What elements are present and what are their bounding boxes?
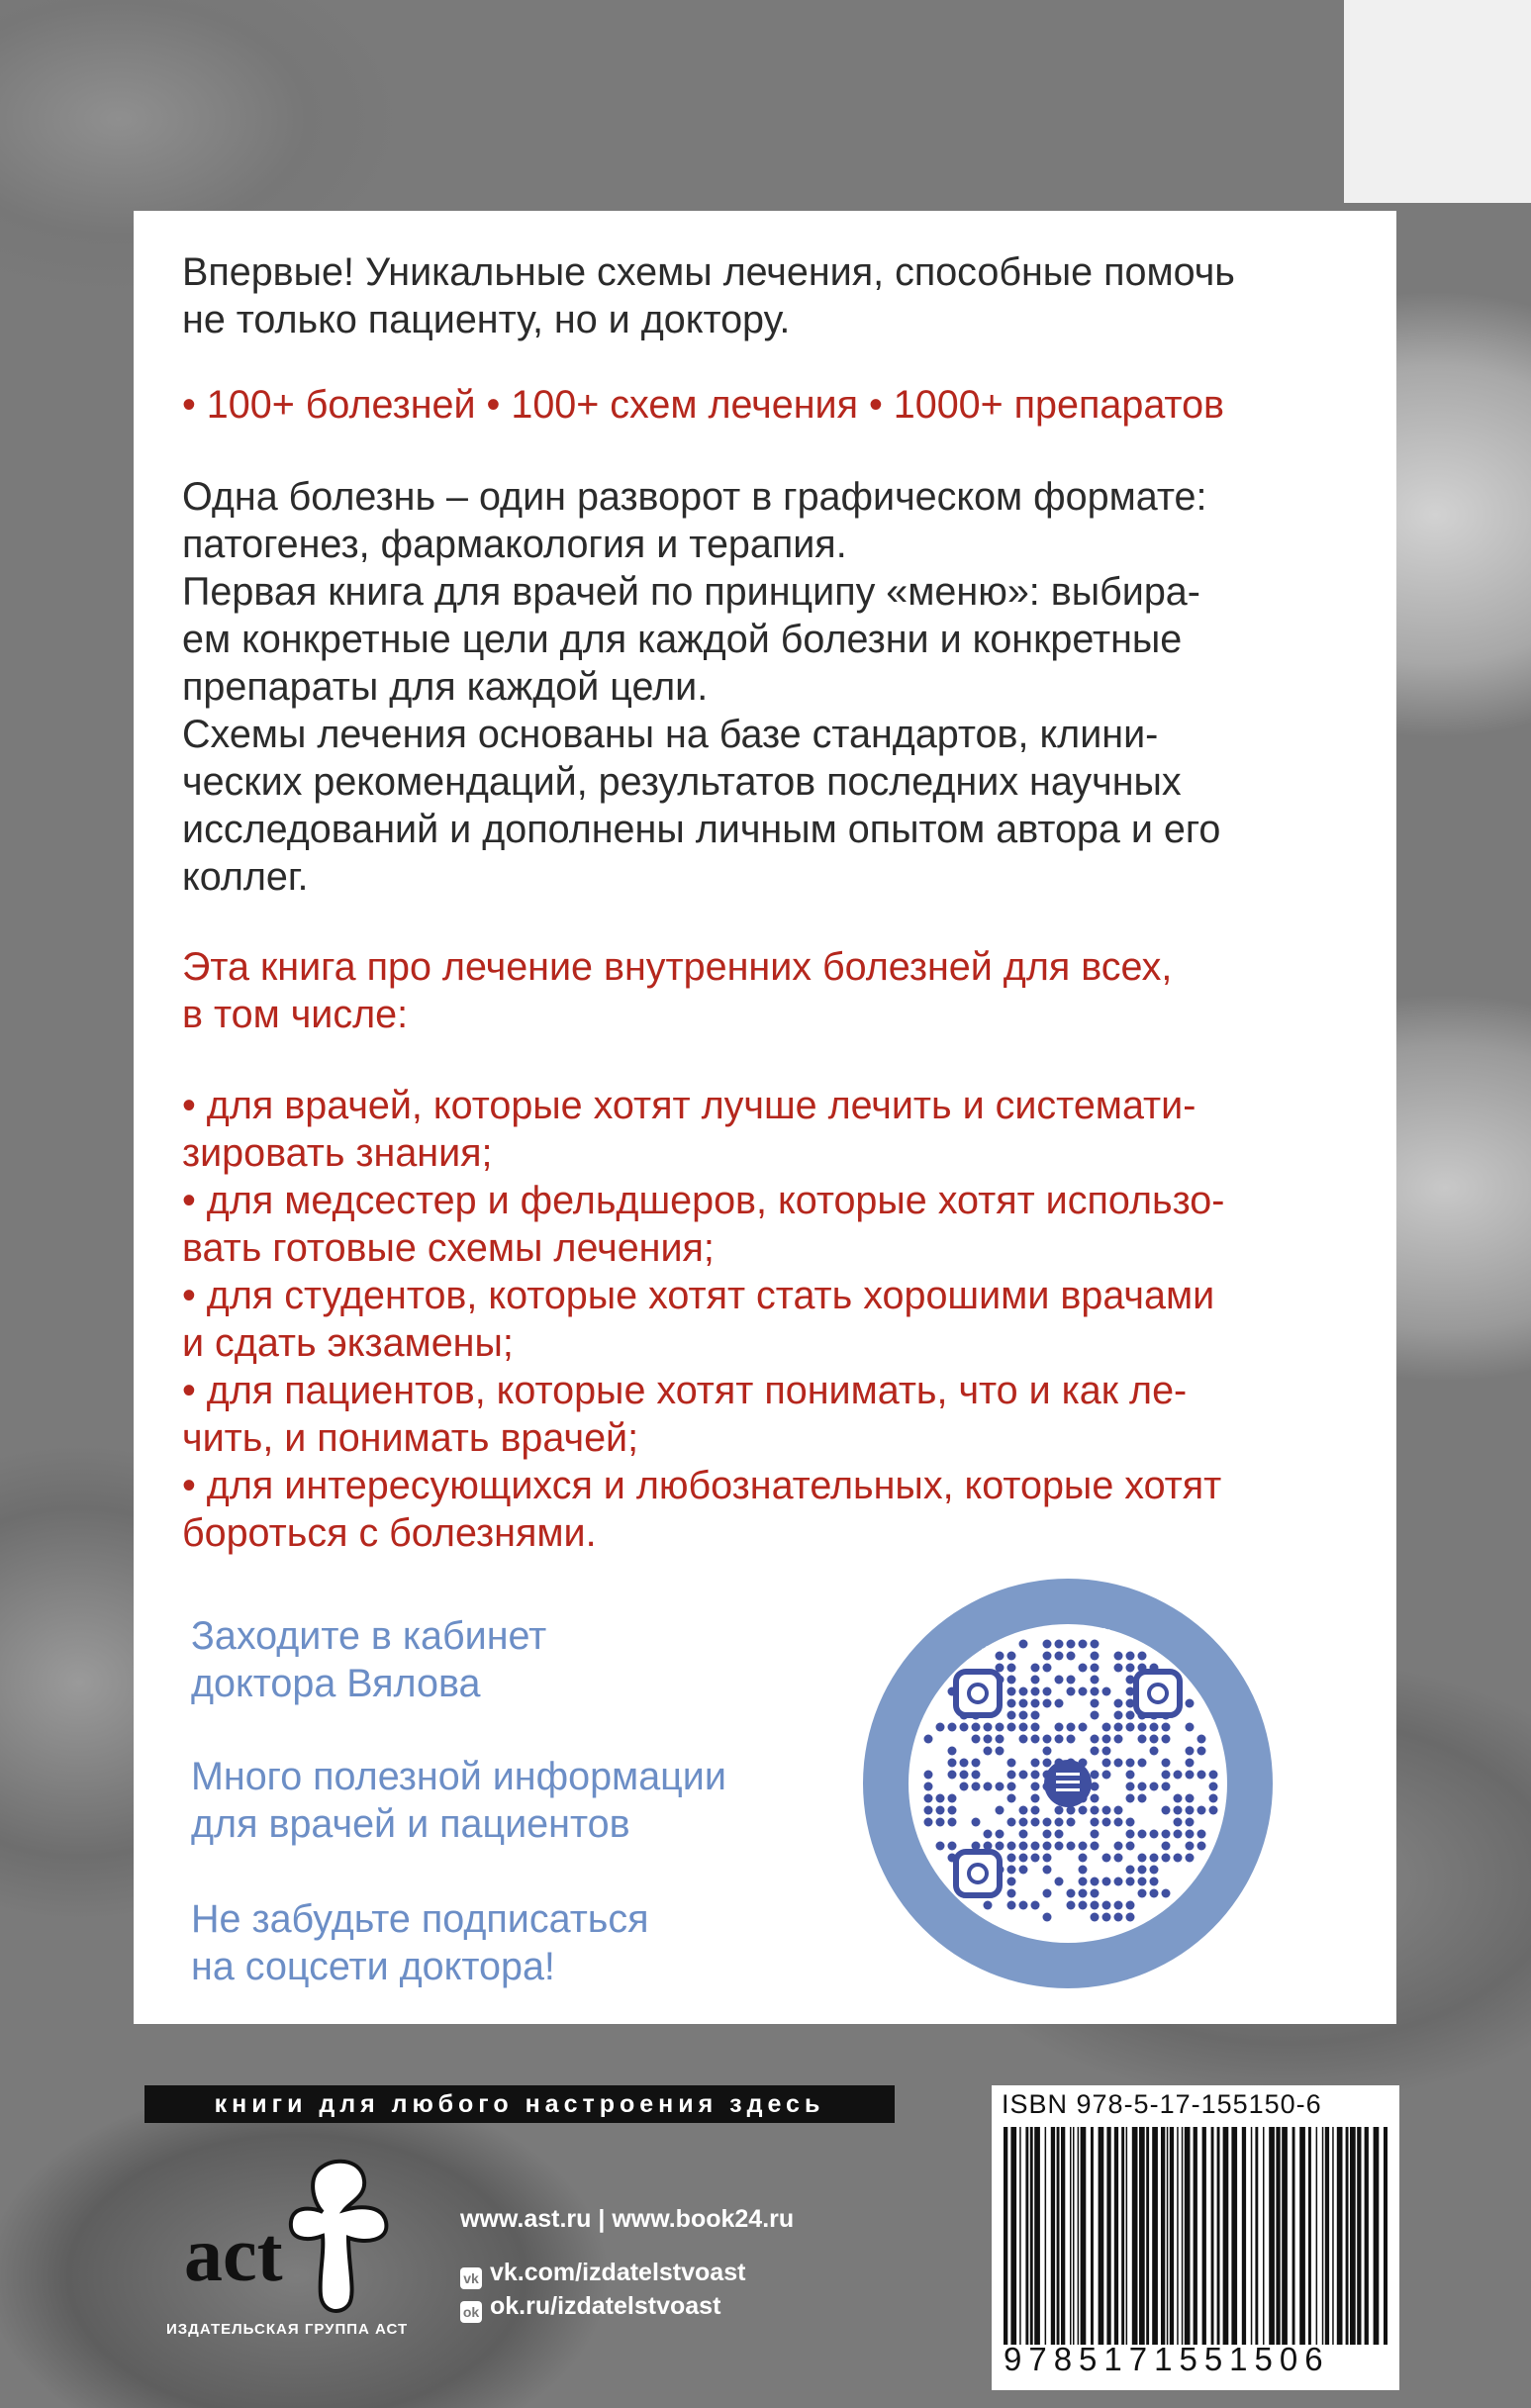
audience-item-2a: • для медсестер и фельдшеров, которые хотят использо- (182, 1179, 1225, 1222)
ok-icon: ok (460, 2301, 482, 2323)
desc-line-4: ем конкретные цели для каждой болезни и конкретные (182, 618, 1183, 661)
audience-item-4b: чить, и понимать врачей; (182, 1416, 639, 1460)
promo-1-line-2: доктора Вялова (191, 1662, 481, 1705)
vk-link-text: vk.com/izdatelstvoast (490, 2259, 746, 2286)
barcode-digits: 9785171551506 (1004, 2341, 1330, 2377)
isbn-barcode-box (992, 2085, 1399, 2390)
desc-line-6: Схемы лечения основаны на базе стандартов, клини- (182, 713, 1159, 756)
promo-3-line-1: Не забудьте подписаться (191, 1897, 649, 1941)
audience-intro-2: в том числе: (182, 993, 409, 1036)
desc-line-3: Первая книга для врачей по принципу «меню»: выбира- (182, 570, 1200, 614)
audience-item-4a: • для пациентов, которые хотят понимать, что и как ле- (182, 1369, 1188, 1412)
vk-link[interactable] (460, 2259, 745, 2289)
ok-link[interactable] (460, 2292, 720, 2323)
barcode (1004, 2127, 1387, 2345)
tagline-strip: книги для любого настроения здесь (144, 2085, 895, 2123)
audience-item-1b: зировать знания; (182, 1131, 493, 1175)
website-links[interactable]: www.ast.ru | www.book24.ru (460, 2205, 795, 2233)
audience-item-3a: • для студентов, которые хотят стать хорошими врачами (182, 1274, 1215, 1317)
corner-panel (1344, 0, 1531, 203)
stats-line: • 100+ болезней • 100+ схем лечения • 1000+ препаратов (182, 383, 1225, 427)
audience-item-5b: бороться с болезнями. (182, 1511, 597, 1555)
ok-link-text: ok.ru/izdatelstvoast (490, 2292, 721, 2320)
intro-line-2: не только пациенту, но и доктору. (182, 298, 791, 341)
qr-code-icon (909, 1624, 1227, 1943)
desc-line-1: Одна болезнь – один разворот в графическом формате: (182, 475, 1207, 519)
publisher-name: ИЗДАТЕЛЬСКАЯ ГРУППА АСТ (166, 2321, 409, 2338)
ast-logo (174, 2147, 422, 2325)
desc-line-2: патогенез, фармакология и терапия. (182, 523, 847, 566)
qr-code-badge[interactable] (863, 1579, 1273, 1988)
vk-icon: vk (460, 2267, 482, 2289)
audience-item-2b: вать готовые схемы лечения; (182, 1226, 715, 1270)
audience-item-1a: • для врачей, которые хотят лучше лечить и системати- (182, 1084, 1196, 1127)
desc-line-9: коллег. (182, 855, 309, 899)
logo-text: act (184, 2211, 283, 2297)
promo-1-line-1: Заходите в кабинет (191, 1614, 547, 1658)
audience-intro-1: Эта книга про лечение внутренних болезней для всех, (182, 945, 1173, 989)
promo-2-line-2: для врачей и пациентов (191, 1802, 630, 1846)
desc-line-5: препараты для каждой цели. (182, 665, 709, 709)
isbn-number: ISBN 978-5-17-155150-6 (1002, 2089, 1322, 2119)
promo-3-line-2: на соцсети доктора! (191, 1945, 555, 1988)
desc-line-7: ческих рекомендаций, результатов последних научных (182, 760, 1182, 804)
audience-item-3b: и сдать экзамены; (182, 1321, 514, 1365)
desc-line-8: исследований и дополнены личным опытом автора и его (182, 808, 1221, 851)
audience-item-5a: • для интересующихся и любознательных, которые хотят (182, 1464, 1222, 1507)
intro-line-1: Впервые! Уникальные схемы лечения, способные помочь (182, 250, 1235, 294)
promo-2-line-1: Много полезной информации (191, 1755, 726, 1798)
